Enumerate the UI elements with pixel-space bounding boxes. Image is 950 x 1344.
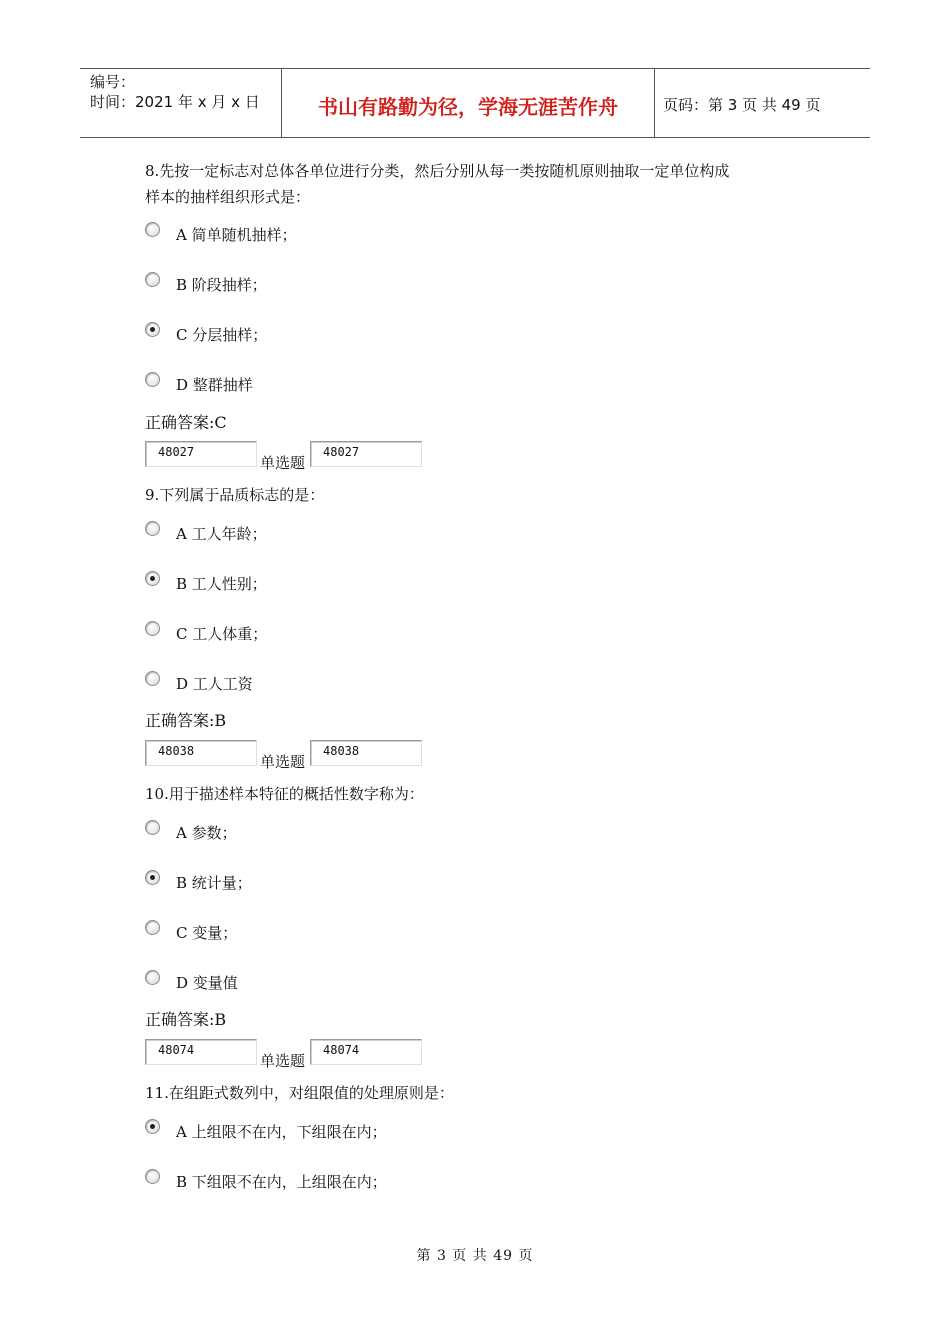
question-line: 11.在组距式数列中，对组限值的处理原则是： <box>145 1084 454 1102</box>
question-text <box>145 781 424 807</box>
option-label: D 工人工资 <box>176 675 253 693</box>
id-value: 48038 <box>158 744 195 758</box>
option-label: A 工人年龄； <box>176 525 267 543</box>
question-text <box>145 158 729 210</box>
document-header <box>80 68 870 138</box>
radio-button-selected[interactable] <box>145 870 160 885</box>
option-label: B 阶段抽样； <box>176 276 267 294</box>
option-label: C 分层抽样； <box>176 326 268 344</box>
time-label: 时间：2021 年 x 月 x 日 <box>90 93 260 111</box>
header-info-cell <box>80 69 282 137</box>
question-text <box>145 1080 454 1106</box>
option-label: D 整群抽样 <box>176 376 253 394</box>
radio-button[interactable] <box>145 272 160 287</box>
id-value: 48027 <box>158 445 195 459</box>
question-line: 9.下列属于品质标志的是： <box>145 486 325 504</box>
header-motto-cell <box>282 69 655 137</box>
id-value: 48074 <box>158 1043 195 1057</box>
radio-button-selected[interactable] <box>145 571 160 586</box>
option-label: B 统计量； <box>176 874 252 892</box>
id-value: 48074 <box>323 1043 360 1057</box>
correct-answer: 正确答案:B <box>145 711 227 730</box>
radio-button[interactable] <box>145 372 160 387</box>
id-field[interactable] <box>310 740 422 766</box>
id-field[interactable] <box>145 1039 257 1065</box>
id-value: 48038 <box>323 744 360 758</box>
page-footer: 第 3 页 共 49 页 <box>416 1248 534 1264</box>
id-field[interactable] <box>310 1039 422 1065</box>
option-label: A 简单随机抽样； <box>176 226 297 244</box>
question-type: 单选题 <box>260 753 306 771</box>
radio-button[interactable] <box>145 222 160 237</box>
id-field[interactable] <box>145 441 257 467</box>
id-value: 48027 <box>323 445 360 459</box>
option-label: C 工人体重； <box>176 625 268 643</box>
radio-button-selected[interactable] <box>145 322 160 337</box>
correct-answer: 正确答案:B <box>145 1010 227 1029</box>
correct-answer: 正确答案:C <box>145 413 227 432</box>
number-label: 编号： <box>90 73 136 91</box>
motto: 书山有路勤为径，学海无涯苦作舟 <box>318 95 618 119</box>
radio-button[interactable] <box>145 671 160 686</box>
radio-button[interactable] <box>145 621 160 636</box>
question-line: 样本的抽样组织形式是： <box>145 188 311 206</box>
question-type: 单选题 <box>260 454 306 472</box>
question-line: 10.用于描述样本特征的概括性数字称为： <box>145 785 424 803</box>
page-info: 页码：第 3 页 共 49 页 <box>663 96 821 114</box>
option-label: B 下组限不在内，上组限在内； <box>176 1173 387 1191</box>
radio-button[interactable] <box>145 920 160 935</box>
radio-button[interactable] <box>145 1169 160 1184</box>
id-field[interactable] <box>145 740 257 766</box>
option-label: A 参数； <box>176 824 237 842</box>
question-line: 8.先按一定标志对总体各单位进行分类，然后分别从每一类按随机原则抽取一定单位构成 <box>145 162 730 180</box>
option-label: B 工人性别； <box>176 575 267 593</box>
option-label: A 上组限不在内，下组限在内； <box>176 1123 387 1141</box>
option-label: C 变量； <box>176 924 238 942</box>
radio-button[interactable] <box>145 521 160 536</box>
header-page-cell <box>655 69 870 137</box>
option-label: D 变量值 <box>176 974 238 992</box>
question-text <box>145 482 324 508</box>
radio-button-selected[interactable] <box>145 1119 160 1134</box>
radio-button[interactable] <box>145 820 160 835</box>
question-type: 单选题 <box>260 1052 306 1070</box>
radio-button[interactable] <box>145 970 160 985</box>
id-field[interactable] <box>310 441 422 467</box>
